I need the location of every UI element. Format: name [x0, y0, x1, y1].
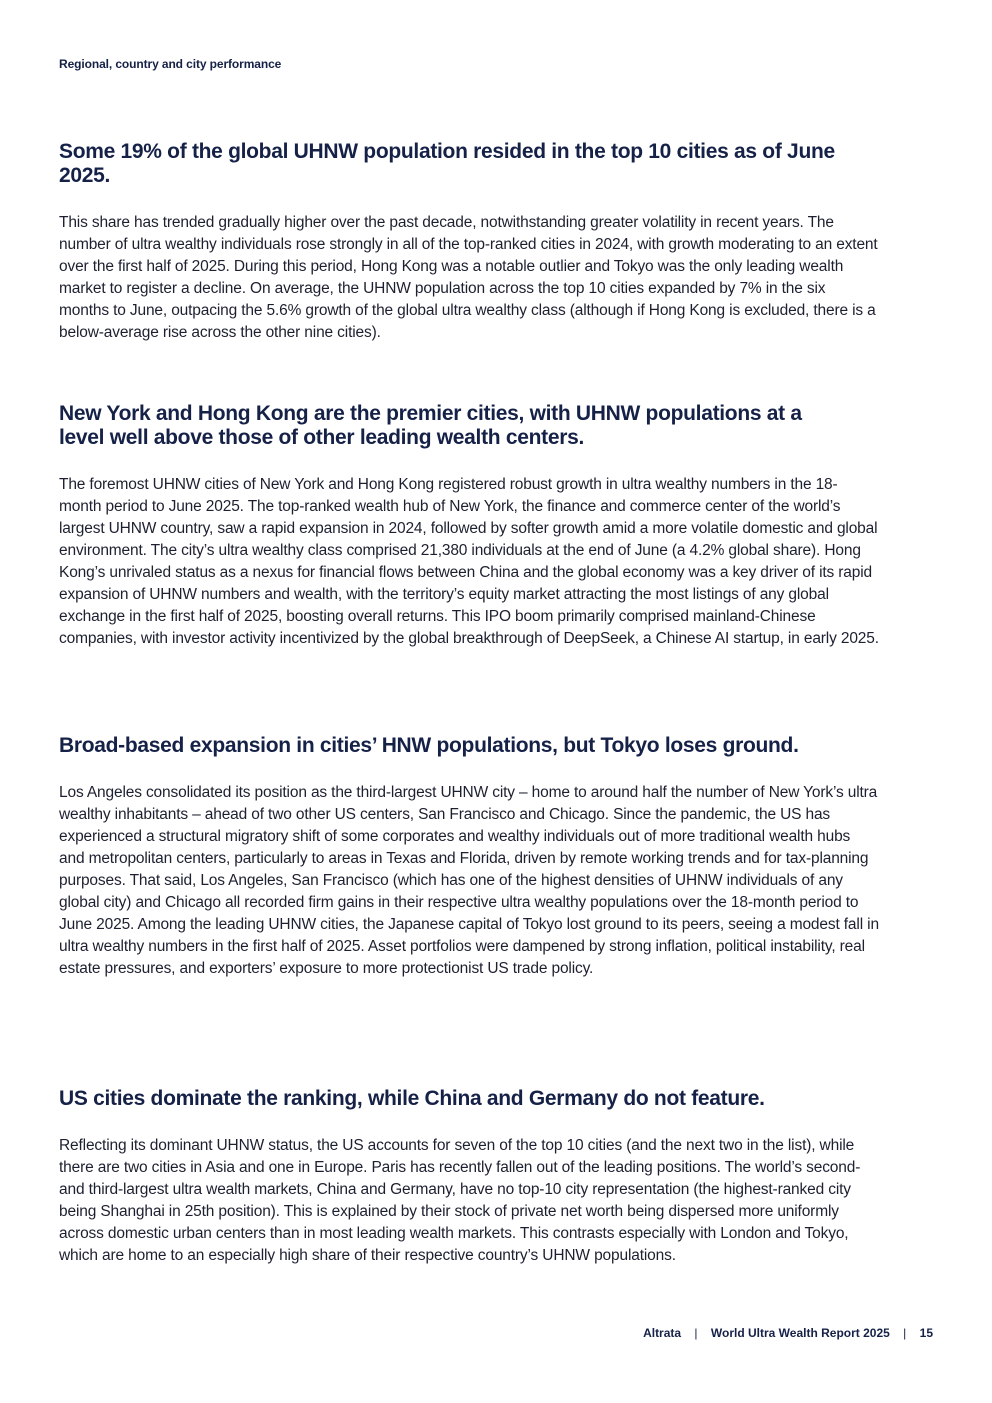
- running-head-title: Regional, country and city performance: [59, 57, 282, 71]
- section-heading: US cities dominate the ranking, while China and Germany do not feature.: [59, 1087, 765, 1110]
- section-body: Reflecting its dominant UHNW status, the US accounts for seven of the top 10 cities (and the next two in the list), while there are two cities in Asia and one in Europe. Paris has recently fallen out of the leading positions. The world’s second- and third-largest ultra wealth markets, China and Germany, have no top-10 city representation (the highest-ranked city being Shanghai in 25th position). This is explained by their stock of private net worth being dispersed more uniformly across domestic urban centers than in most leading wealth markets. This contrasts especially with London and Tokyo, which are home to an especially high share of their respective country’s UHNW populations.: [59, 1137, 861, 1264]
- section-body: The foremost UHNW cities of New York and Hong Kong registered robust growth in ultra wealthy numbers in the 18-month period to June 2025. The top-ranked wealth hub of New York, the finance and commerce center of the world’s largest UHNW country, saw a rapid expansion in 2024, followed by softer growth amid a more volatile domestic and global environment. The city’s ultra wealthy class comprised 21,380 individuals at the end of June (a 4.2% global share). Hong Kong’s unrivaled status as a nexus for financial flows between China and the global economy was a key driver of its rapid expansion of UHNW numbers and wealth, with the territory’s equity market attracting the most listings of any global exchange in the first half of 2025, boosting overall returns. This IPO boom primarily comprised mainland-Chinese companies, with investor activity incentivized by the global breakthrough of DeepSeek, a Chinese AI startup, in early 2025.: [59, 476, 879, 647]
- section-heading: Broad-based expansion in cities’ HNW populations, but Tokyo loses ground.: [59, 734, 799, 757]
- section-top10-share: [59, 140, 879, 344]
- section-body: Los Angeles consolidated its position as the third-largest UHNW city – home to around half the number of New York’s ultra wealthy inhabitants – ahead of two other US centers, San Francisco and Chicago. Since the pandemic, the US has experienced a structural migratory shift of some corporates and wealthy individuals out of more traditional wealth hubs and metropolitan centers, particularly to areas in Texas and Florida, driven by remote working trends and for tax-planning purposes. That said, Los Angeles, San Francisco (which has one of the highest densities of UHNW individuals of any global city) and Chicago all recorded firm gains in their respective ultra wealthy populations over the 18-month period to June 2025. Among the leading UHNW cities, the Japanese capital of Tokyo lost ground to its peers, seeing a modest fall in ultra wealthy numbers in the first half of 2025. Asset portfolios were dampened by strong inflation, political instability, real estate pressures, and exporters’ exposure to more protectionist US trade policy.: [59, 784, 879, 977]
- section-body: This share has trended gradually higher over the past decade, notwithstanding greater volatility in recent years. The number of ultra wealthy individuals rose strongly in all of the top-ranked cities in 2024, with growth moderating to an extent over the first half of 2025. During this period, Hong Kong was a notable outlier and Tokyo was the only leading wealth market to register a decline. On average, the UHNW population across the top 10 cities expanded by 7% in the six months to June, outpacing the 5.6% growth of the global ultra wealthy class (although if Hong Kong is excluded, there is a below-average rise across the other nine cities).: [59, 214, 878, 341]
- page-number: 15: [919, 1326, 933, 1340]
- section-heading: New York and Hong Kong are the premier cities, with UHNW populations at a level well above those of other leading wealth centers.: [59, 402, 802, 449]
- footer-separator: |: [903, 1326, 907, 1340]
- footer-separator: |: [694, 1326, 698, 1340]
- page-footer: [643, 1326, 933, 1340]
- footer-brand: Altrata: [643, 1326, 682, 1340]
- section-premier-cities: [59, 402, 879, 650]
- footer-report-title: World Ultra Wealth Report 2025: [710, 1326, 890, 1340]
- section-us-cities-dominate: [59, 1087, 879, 1267]
- section-heading: Some 19% of the global UHNW population resided in the top 10 cities as of June 2025.: [59, 140, 835, 187]
- section-broad-based-expansion: [59, 734, 879, 980]
